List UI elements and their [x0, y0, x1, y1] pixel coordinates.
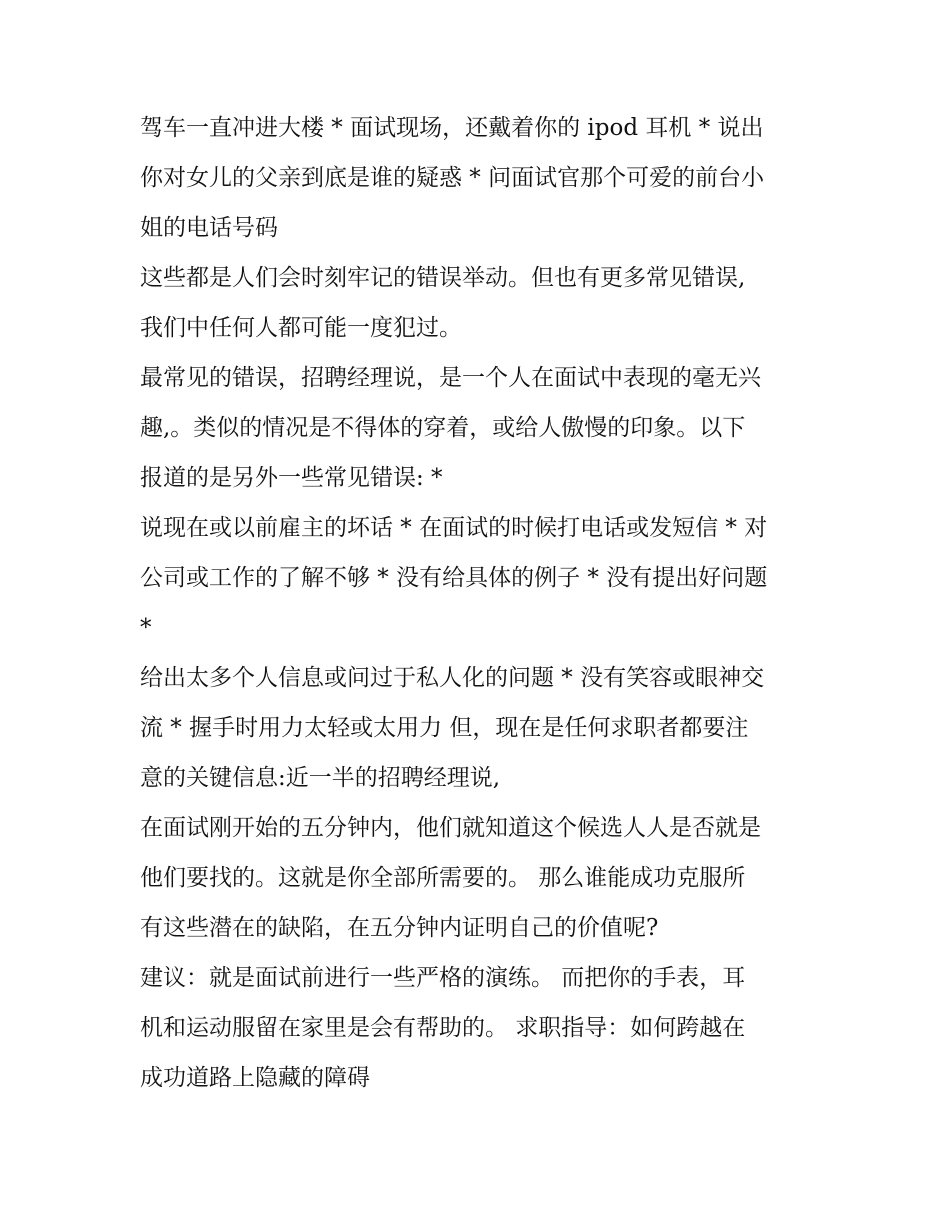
text-line: 最常见的错误，招聘经理说，是一个人在面试中表现的毫无兴 [140, 365, 761, 391]
text-line: 我们中任何人都可能一度犯过。 [140, 315, 462, 341]
text-line: 给出太多个人信息或问过于私人化的问题 * 没有笑容或眼神交 [140, 665, 765, 691]
text-line: 趣,。类似的情况是不得体的穿着，或给人傲慢的印象。以下 [140, 415, 746, 441]
text-line: 这些都是人们会时刻牢记的错误举动。但也有更多常见错误, [140, 265, 746, 291]
text-line: 建议：就是面试前进行一些严格的演练。 而把你的手表，耳 [140, 965, 746, 991]
text-line: 他们要找的。这就是你全部所需要的。 那么谁能成功克服所 [140, 865, 746, 891]
text-line: 报道的是另外一些常见错误: * [140, 465, 443, 491]
text-line: 成功道路上隐藏的障碍 [140, 1065, 370, 1091]
paragraph-4 [140, 503, 820, 653]
paragraph-3 [140, 353, 820, 503]
text-line: 意的关键信息:近一半的招聘经理说, [140, 765, 501, 791]
text-line: 公司或工作的了解不够 * 没有给具体的例子 * 没有提出好问题 [140, 565, 768, 591]
paragraph-7 [140, 953, 820, 1103]
paragraph-1 [140, 103, 820, 253]
paragraph-2 [140, 253, 820, 353]
paragraph-6 [140, 803, 820, 953]
text-line: 流 * 握手时用力太轻或太用力 但，现在是任何求职者都要注 [140, 715, 749, 741]
text-line: 在面试刚开始的五分钟内，他们就知道这个候选人人是否就是 [140, 815, 761, 841]
text-line: 姐的电话号码 [140, 215, 278, 241]
text-line: 有这些潜在的缺陷，在五分钟内证明自己的价值呢? [140, 915, 659, 941]
text-line: 你对女儿的父亲到底是谁的疑惑 * 问面试官那个可爱的前台小 [140, 165, 765, 191]
text-line: 驾车一直冲进大楼 * 面试现场，还戴着你的 ipod 耳机 * 说出 [140, 115, 764, 141]
document-body [140, 103, 820, 1103]
text-line: 机和运动服留在家里是会有帮助的。 求职指导：如何跨越在 [140, 1015, 746, 1041]
paragraph-5 [140, 653, 820, 803]
text-line: * [140, 615, 152, 641]
text-line: 说现在或以前雇主的坏话 * 在面试的时候打电话或发短信 * 对 [140, 515, 768, 541]
